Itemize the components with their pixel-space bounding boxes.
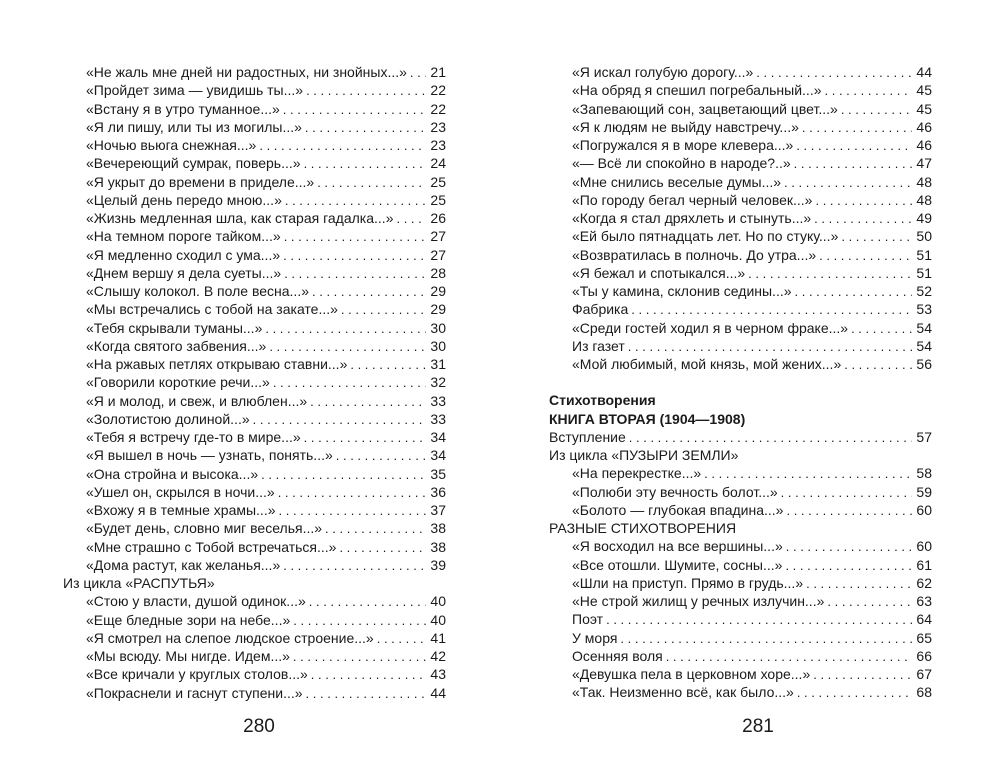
toc-entry-title: «Девушка пела в церковном хоре...» (572, 666, 811, 682)
toc-entry-title: «Я бежал и спотыкался...» (572, 264, 746, 281)
toc-entry-title: «Говорили короткие речи...» (86, 374, 270, 391)
toc-entry-title: «Среди гостей ходил я в черном фраке...» (572, 319, 849, 336)
toc-entry (549, 300, 932, 318)
toc-entry-page: 27 (430, 246, 446, 263)
section-heading-raznye: РАЗНЫЕ СТИХОТВОРЕНИЯ (549, 520, 737, 536)
toc-entry (549, 209, 932, 227)
dot-leader (814, 209, 912, 228)
toc-entry-page: 36 (430, 483, 446, 500)
toc-entry (63, 154, 446, 172)
section-spacer (549, 373, 932, 391)
toc-entry (63, 63, 446, 81)
toc-entry-title: Фабрика (572, 301, 629, 318)
right-toc-column (549, 63, 932, 702)
toc-entry-title: «— Всё ли спокойно в народе?..» (572, 155, 791, 172)
toc-entry-title: «Встану я в утро туманное...» (86, 100, 280, 117)
toc-entry-page: 46 (916, 118, 932, 135)
toc-entry-page: 25 (430, 191, 446, 208)
toc-entry (63, 428, 446, 446)
toc-entry-page: 60 (916, 501, 932, 518)
toc-entry-page: 65 (916, 629, 932, 646)
toc-entry (549, 483, 932, 501)
dot-leader (341, 300, 427, 319)
left-page-number: 280 (243, 716, 275, 737)
dot-leader (283, 100, 427, 119)
toc-entry (63, 300, 446, 318)
dot-leader (265, 319, 426, 338)
toc-entry-title: Осенняя воля (572, 647, 663, 664)
toc-entry (549, 337, 932, 355)
toc-entry (549, 556, 932, 574)
toc-entry-page: 48 (916, 191, 932, 208)
toc-entry (63, 319, 446, 337)
toc-entry-page: 54 (916, 337, 932, 354)
dot-leader (273, 373, 427, 392)
toc-entry-title: «Когда святого забвения...» (86, 337, 267, 354)
toc-entry-page: 34 (430, 429, 446, 445)
toc-entry (63, 647, 446, 665)
toc-entry (63, 373, 446, 391)
toc-entry (549, 173, 932, 191)
toc-entry (549, 191, 932, 209)
toc-entry (549, 246, 932, 264)
toc-entry-title: «Вхожу я в темные храмы...» (86, 502, 276, 518)
dot-leader (317, 173, 426, 192)
dot-leader (350, 355, 426, 374)
toc-entry-title: «Я смотрел на слепое людское строение...» (86, 629, 374, 646)
toc-entry (63, 483, 446, 501)
toc-entry (549, 592, 932, 610)
toc-entry (63, 264, 446, 282)
toc-entry-page: 41 (430, 629, 446, 646)
toc-entry-title: «Я восходил на все вершины...» (572, 538, 783, 555)
toc-entry (549, 501, 932, 519)
dot-leader (304, 428, 427, 447)
dot-leader (756, 63, 912, 82)
toc-entry-page: 50 (916, 228, 932, 245)
toc-entry-page: 61 (916, 556, 932, 573)
toc-entry-title: «Шли на приступ. Прямо в грудь...» (572, 574, 804, 591)
toc-entry-title: «Я ли пишу, или ты из могилы...» (86, 118, 302, 135)
toc-entry (549, 319, 932, 337)
toc-entry-title: «Возвратилась в полночь. До утра...» (572, 246, 817, 263)
toc-entry (63, 611, 446, 629)
dot-leader (851, 319, 912, 338)
dot-leader (825, 81, 913, 100)
toc-entry-title: «Все кричали у круглых столов...» (86, 666, 308, 683)
toc-entry-title: «Еще бледные зори на небе...» (86, 611, 291, 628)
dot-leader (310, 392, 426, 411)
toc-entry-page: 35 (430, 465, 446, 482)
dot-leader (278, 483, 427, 502)
dot-leader (339, 538, 426, 557)
toc-entry (549, 574, 932, 592)
toc-entry (549, 464, 932, 482)
toc-entry (63, 173, 446, 191)
toc-entry-page: 44 (916, 64, 932, 80)
toc-entry-title: «Ночью вьюга снежная...» (86, 137, 257, 153)
toc-entry-title: «Запевающий сон, зацветающий цвет...» (572, 100, 838, 117)
toc-entry-title: «Вечереющий сумрак, поверь...» (86, 155, 301, 172)
toc-entry-title: «Я и молод, и свеж, и влюблен...» (86, 392, 308, 409)
toc-entry (549, 355, 932, 373)
section-heading-rasputya: Из цикла «РАСПУТЬЯ» (63, 575, 215, 591)
toc-entry-title: «Покраснели и гаснут ступени...» (86, 684, 303, 701)
left-page (0, 0, 500, 770)
toc-entry (63, 282, 446, 300)
toc-entry (549, 428, 932, 446)
toc-entry-page: 30 (430, 337, 446, 354)
toc-entry (549, 610, 932, 628)
toc-entry-title: «Целый день передо мною...» (86, 191, 282, 208)
toc-entry (63, 665, 446, 683)
toc-entry (549, 264, 932, 282)
dot-leader (631, 300, 912, 319)
toc-entry-page: 52 (916, 283, 932, 299)
toc-entry-page: 64 (916, 611, 932, 628)
dot-leader (797, 683, 913, 702)
dot-leader (795, 282, 913, 301)
toc-entry-title: «Мне страшно с Тобой встречаться...» (86, 538, 337, 555)
toc-entry-page: 56 (916, 356, 932, 372)
dot-leader (259, 136, 426, 155)
toc-entry-page: 32 (430, 374, 446, 391)
dot-leader (815, 191, 912, 210)
toc-entry (549, 154, 932, 172)
right-page-number: 281 (742, 716, 774, 737)
toc-entry (549, 118, 932, 136)
toc-entry-page: 46 (916, 137, 932, 153)
toc-entry-page: 22 (430, 82, 446, 99)
toc-entry-title: Из газет (572, 337, 625, 354)
toc-entry-title: «Мы всюду. Мы нигде. Идем...» (86, 648, 290, 664)
toc-entry-page: 23 (430, 137, 446, 153)
dot-leader (784, 173, 912, 192)
dot-leader (666, 647, 913, 666)
dot-leader (283, 556, 426, 575)
section-heading-puzyri-zemli: Из цикла «ПУЗЫРИ ЗЕМЛИ» (549, 447, 739, 463)
toc-entry (549, 81, 932, 99)
toc-entry-title: Поэт (572, 611, 604, 628)
toc-entry (63, 136, 446, 154)
toc-entry (549, 629, 932, 647)
toc-entry-page: 63 (916, 593, 932, 609)
toc-entry (549, 647, 932, 665)
toc-entry-page: 48 (916, 173, 932, 190)
toc-entry-title: «Все отошли. Шумите, сосны...» (572, 556, 783, 573)
toc-entry-title: «Дома растут, как желанья...» (86, 556, 281, 573)
dot-leader (844, 355, 912, 374)
toc-entry-page: 54 (916, 319, 932, 336)
toc-entry-page: 53 (916, 301, 932, 318)
toc-entry (63, 629, 446, 647)
toc-entry-title: «Золотистою долиной...» (86, 410, 250, 427)
dot-leader (309, 592, 427, 611)
dot-leader (620, 629, 912, 648)
toc-entry-page: 21 (430, 64, 446, 80)
dot-leader (311, 665, 427, 684)
dot-leader (336, 446, 427, 465)
toc-entry (549, 537, 932, 555)
dot-leader (606, 610, 912, 629)
dot-leader (704, 464, 912, 483)
toc-entry-page: 33 (430, 392, 446, 409)
toc-entry (63, 355, 446, 373)
toc-entry-page: 39 (430, 556, 446, 573)
dot-leader (312, 282, 426, 301)
dot-leader (261, 465, 426, 484)
toc-entry-page: 33 (430, 410, 446, 427)
dot-leader (269, 337, 426, 356)
toc-entry-page: 49 (916, 210, 932, 226)
dot-leader (377, 629, 427, 648)
dot-leader (786, 537, 913, 556)
toc-entry-title: «Слышу колокол. В поле весна...» (86, 283, 310, 299)
dot-leader (325, 519, 426, 538)
dot-leader (396, 209, 426, 228)
toc-entry-title: «Когда я стал дряхлеть и стынуть...» (572, 210, 812, 226)
toc-entry-page: 45 (916, 82, 932, 99)
toc-entry (63, 410, 446, 428)
toc-entry-title: «Ты у камина, склонив седины...» (572, 283, 792, 299)
dot-leader (306, 81, 426, 100)
toc-entry (63, 465, 446, 483)
toc-entry-page: 37 (430, 502, 446, 518)
toc-entry-page: 40 (430, 611, 446, 628)
book-two-heading: КНИГА ВТОРАЯ (1904—1908) (549, 410, 746, 427)
toc-entry-title: «Она стройна и высока...» (86, 465, 259, 482)
toc-entry-title: «Не жаль мне дней ни радостных, ни знойных...» (86, 64, 407, 80)
toc-entry-page: 45 (916, 100, 932, 117)
dot-leader (629, 428, 913, 447)
toc-entry-title: «Мне снились веселые думы...» (572, 173, 782, 190)
dot-leader (304, 154, 427, 173)
toc-entry (63, 519, 446, 537)
toc-entry (549, 683, 932, 701)
dot-leader (819, 246, 912, 265)
toc-entry (63, 209, 446, 227)
toc-entry (549, 63, 932, 81)
toc-entry (63, 227, 446, 245)
toc-entry-title: «Днем вершу я дела суеты...» (86, 264, 282, 281)
toc-entry-page: 26 (430, 210, 446, 226)
toc-entry-title: «Я к людям не выйду навстречу...» (572, 118, 799, 135)
toc-entry-title: «Погружался я в море клевера...» (572, 137, 794, 153)
toc-entry-page: 28 (430, 264, 446, 281)
dot-leader (284, 227, 427, 246)
toc-entry-title: «Ей было пятнадцать лет. Но по стуку...» (572, 228, 839, 245)
dot-leader (284, 264, 426, 283)
toc-entry-title: «Я вышел в ночь — узнать, понять...» (86, 447, 333, 464)
dot-leader (305, 118, 427, 137)
dot-leader (781, 483, 913, 502)
toc-entry-title: «Тебя я встречу где-то в мире...» (86, 429, 301, 445)
toc-entry-page: 68 (916, 684, 932, 701)
toc-entry-title: «Жизнь медленная шла, как старая гадалка...» (86, 210, 394, 226)
dot-leader (279, 501, 427, 520)
toc-entry (63, 100, 446, 118)
poems-heading: Стихотворения (549, 392, 656, 409)
toc-entry (549, 136, 932, 154)
toc-entry-page: 40 (430, 593, 446, 610)
toc-entry-page: 42 (430, 648, 446, 664)
toc-entry (549, 282, 932, 300)
toc-entry-title: «На темном пороге тайком...» (86, 228, 281, 245)
toc-entry-title: У моря (572, 629, 618, 646)
toc-entry-title: «На ржавых петлях открываю ставни...» (86, 356, 348, 372)
toc-entry-page: 29 (430, 301, 446, 318)
toc-entry-title: «Я искал голубую дорогу...» (572, 64, 754, 80)
toc-entry-page: 47 (916, 155, 932, 172)
toc-entry-page: 25 (430, 173, 446, 190)
toc-entry (63, 592, 446, 610)
toc-entry-page: 66 (916, 647, 932, 664)
right-page (500, 0, 1001, 770)
toc-entry (549, 665, 932, 683)
toc-entry-page: 22 (430, 100, 446, 117)
toc-entry (63, 246, 446, 264)
dot-leader (748, 264, 912, 283)
toc-entry-page: 31 (430, 356, 446, 372)
toc-entry-page: 51 (916, 246, 932, 263)
toc-entry (63, 81, 446, 99)
toc-entry (63, 191, 446, 209)
toc-entry-title: «По городу бегал черный человек...» (572, 191, 813, 208)
left-toc-column (63, 63, 446, 702)
toc-entry (549, 227, 932, 245)
dot-leader (293, 647, 427, 666)
toc-entry-page: 58 (916, 465, 932, 482)
toc-entry-title: «Полюби эту вечность болот...» (572, 483, 778, 500)
dot-leader (785, 556, 912, 575)
toc-entry-page: 62 (916, 574, 932, 591)
toc-entry-title: Вступление (549, 428, 626, 445)
dot-leader (794, 154, 913, 173)
dot-leader (628, 337, 913, 356)
toc-entry (63, 118, 446, 136)
toc-entry-page: 29 (430, 283, 446, 299)
dot-leader (806, 574, 912, 593)
toc-entry-title: «Мы встречались с тобой на закате...» (86, 301, 338, 318)
toc-entry (63, 392, 446, 410)
toc-entry-page: 34 (430, 447, 446, 464)
dot-leader (786, 501, 912, 520)
toc-entry-page: 30 (430, 319, 446, 336)
dot-leader (841, 227, 912, 246)
toc-entry-title: «Болото — глубокая впадина...» (572, 501, 784, 518)
toc-entry-page: 38 (430, 520, 446, 537)
toc-entry-page: 51 (916, 264, 932, 281)
toc-entry-page: 59 (916, 483, 932, 500)
dot-leader (827, 592, 912, 611)
dot-leader (796, 136, 912, 155)
toc-entry-title: «Мой любимый, мой князь, мой жених...» (572, 356, 842, 372)
toc-entry-title: «Не строй жилищ у речных излучин...» (572, 593, 825, 609)
toc-entry-title: «На перекрестке...» (572, 465, 702, 482)
toc-entry-title: «Стою у власти, душой одинок...» (86, 593, 306, 610)
toc-entry-title: «Пройдет зима — увидишь ты...» (86, 82, 304, 99)
toc-entry (63, 446, 446, 464)
dot-leader (802, 118, 913, 137)
toc-entry-page: 44 (430, 684, 446, 701)
toc-entry-page: 57 (916, 428, 932, 445)
toc-entry-title: «На обряд я спешил погребальный...» (572, 82, 822, 99)
toc-entry-page: 23 (430, 118, 446, 135)
toc-entry (63, 556, 446, 574)
toc-entry (63, 337, 446, 355)
toc-entry-page: 38 (430, 538, 446, 555)
dot-leader (285, 191, 427, 210)
dot-leader (813, 665, 912, 684)
dot-leader (293, 611, 426, 630)
toc-entry-title: «Будет день, словно миг веселья...» (86, 520, 323, 537)
toc-entry-page: 67 (916, 666, 932, 682)
toc-entry (63, 501, 446, 519)
toc-entry-title: «Я медленно сходил с ума...» (86, 246, 281, 263)
toc-entry-title: «Я укрыт до времени в приделе...» (86, 173, 315, 190)
toc-entry-page: 24 (430, 155, 446, 172)
toc-entry-page: 43 (430, 666, 446, 683)
toc-entry-page: 60 (916, 538, 932, 555)
toc-entry-title: «Тебя скрывали туманы...» (86, 319, 263, 336)
toc-entry (63, 684, 446, 702)
dot-leader (410, 63, 427, 82)
toc-entry-title: «Ушел он, скрылся в ночи...» (86, 483, 275, 500)
toc-entry-page: 27 (430, 228, 446, 245)
toc-entry-title: «Так. Неизменно всё, как было...» (572, 684, 794, 701)
dot-leader (283, 246, 426, 265)
dot-leader (253, 410, 427, 429)
dot-leader (306, 684, 427, 703)
toc-entry (63, 538, 446, 556)
toc-entry (549, 100, 932, 118)
dot-leader (841, 100, 913, 119)
